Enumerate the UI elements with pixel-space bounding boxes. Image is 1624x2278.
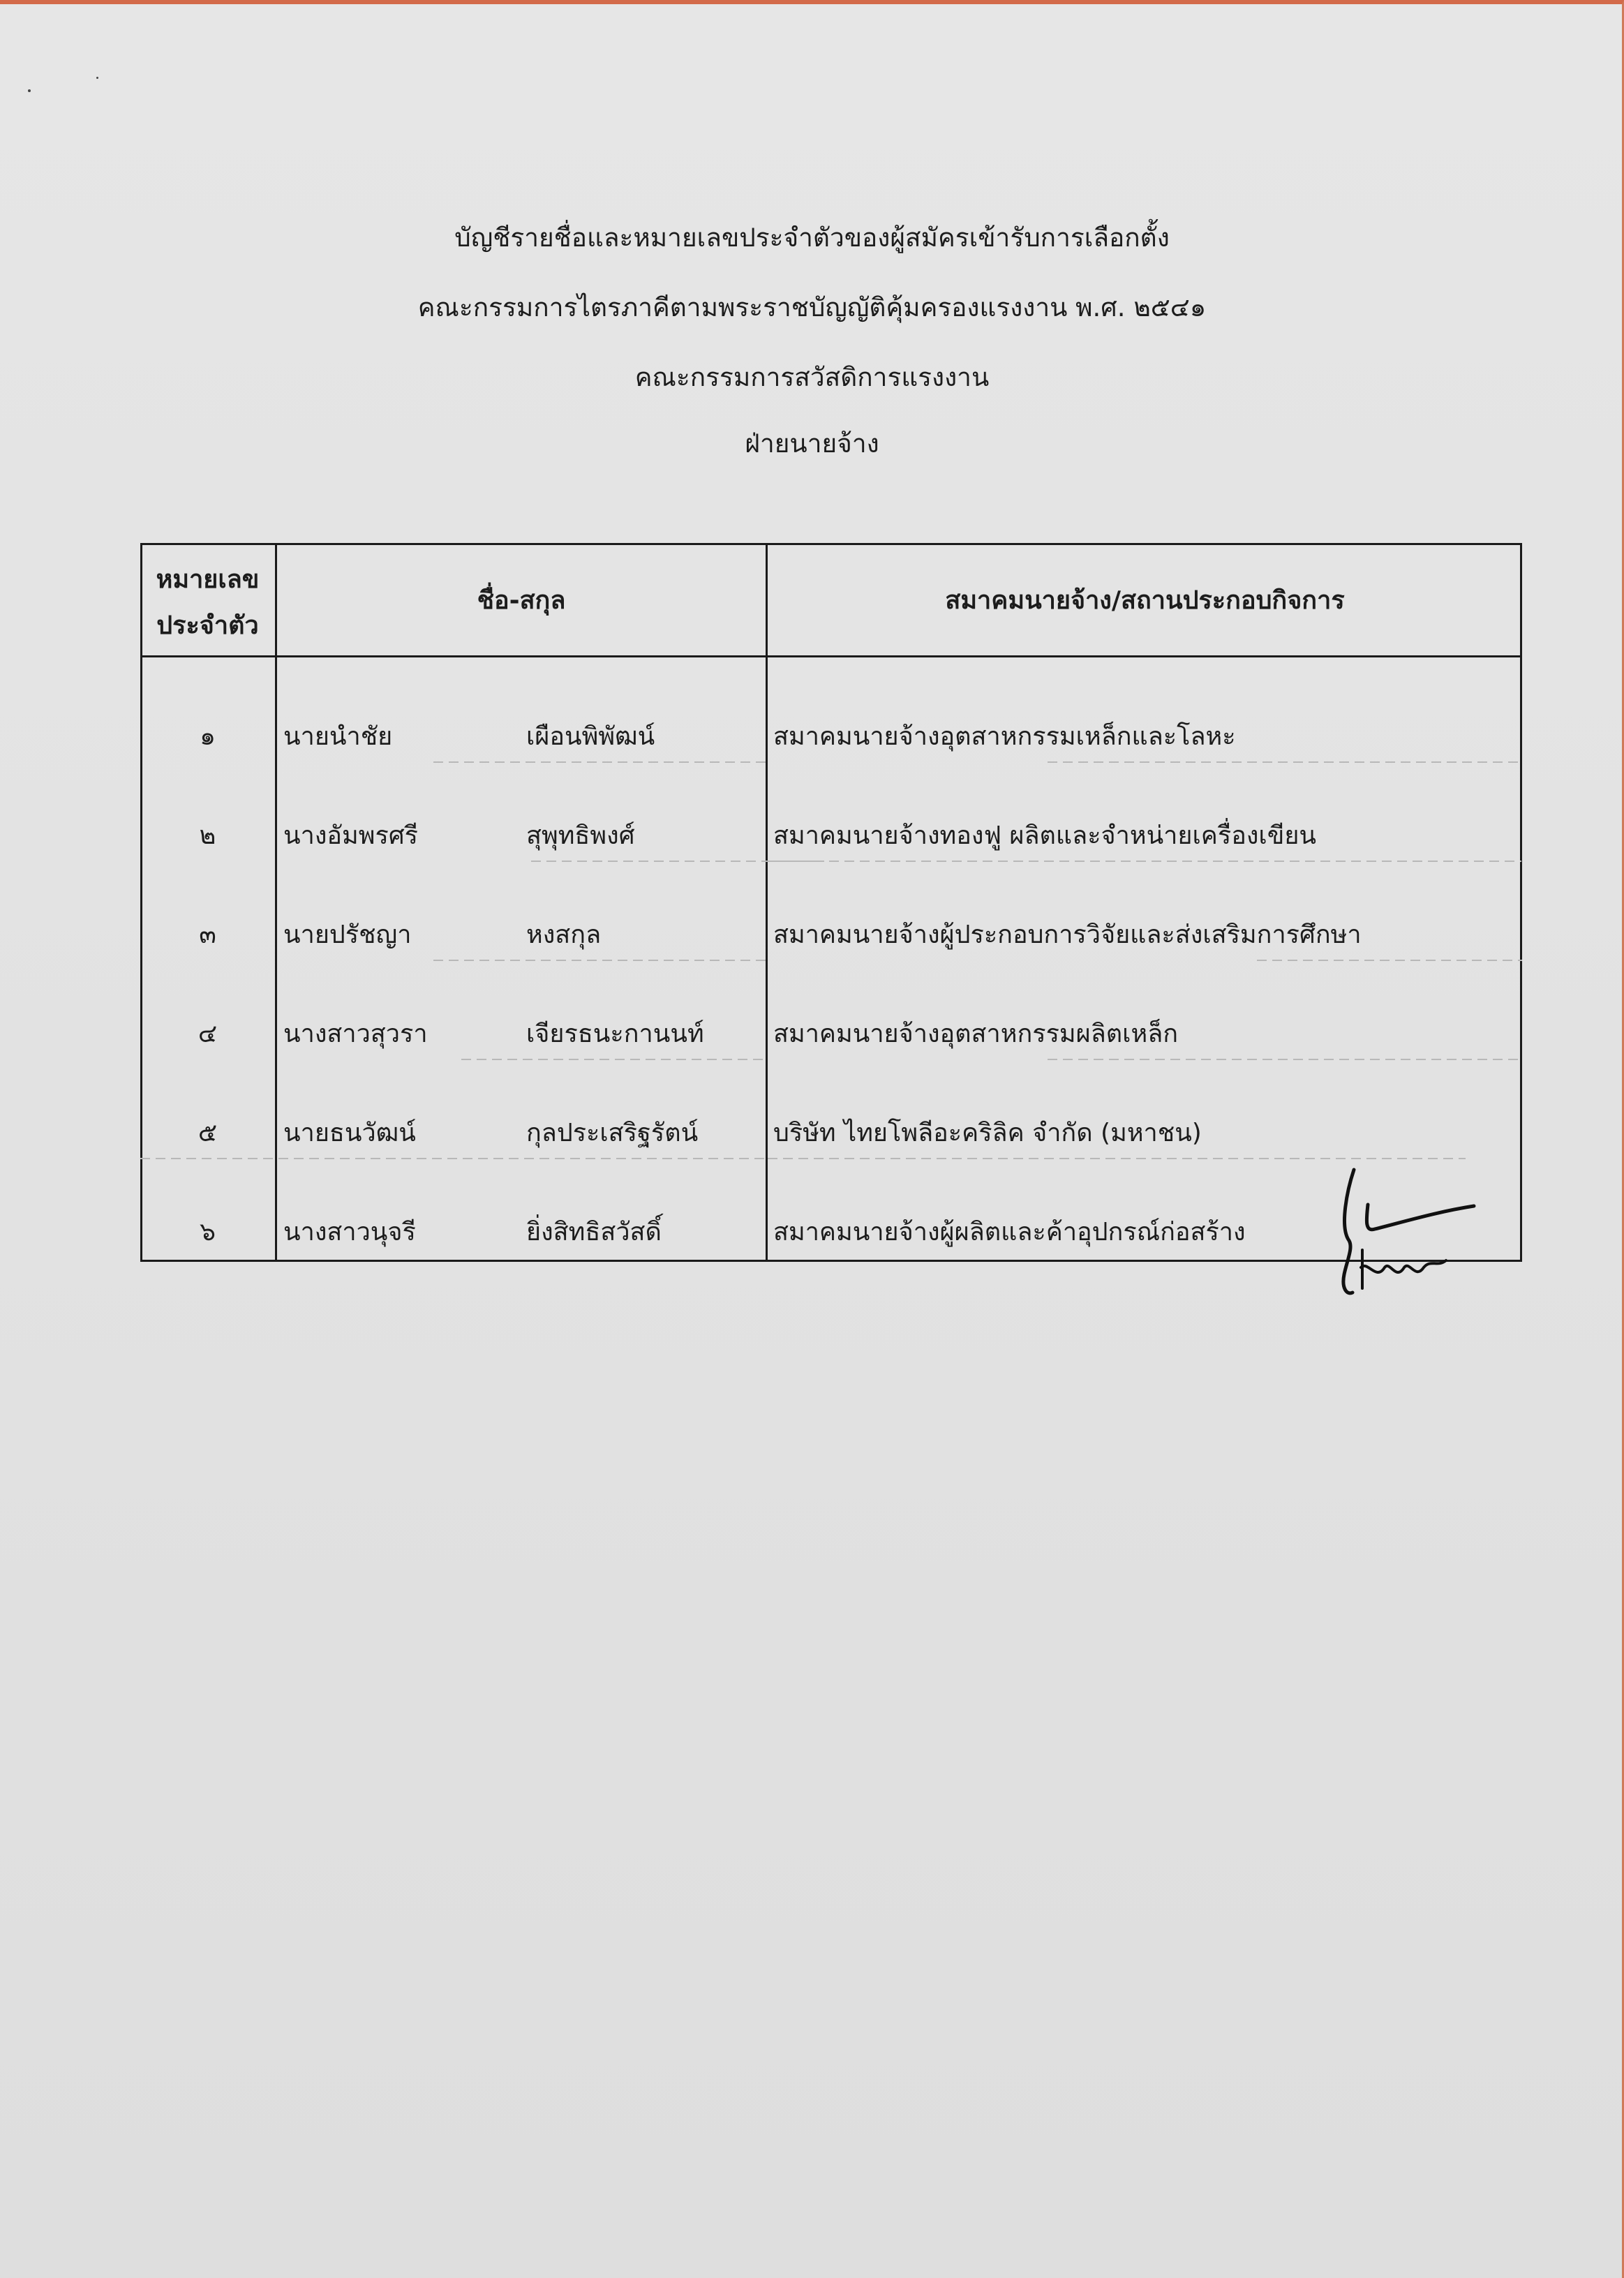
row-last-name: หงสกุล: [526, 921, 602, 949]
row-first-name: นายนำชัย: [283, 722, 393, 751]
header-divider: [140, 655, 1522, 657]
row-first-name: นางอัมพรศรี: [283, 821, 419, 850]
column-divider: [275, 543, 277, 1262]
table-frame: [140, 543, 1522, 1262]
row-separator: [433, 960, 768, 961]
column-header-number-line2: ประจำตัว: [156, 611, 259, 640]
row-first-name: นายปรัชญา: [283, 921, 412, 949]
document-title: บัญชีรายชื่อและหมายเลขประจำตัวของผู้สมัครเข้ารับการเลือกตั้ง: [454, 223, 1170, 253]
row-separator: [1257, 960, 1522, 961]
side-label: ฝ่ายนายจ้าง: [745, 429, 879, 459]
row-organization: สมาคมนายจ้างทองฟู ผลิตและจำหน่ายเครื่องเขียน: [773, 821, 1317, 850]
row-organization: บริษัท ไทยโพลีอะคริลิค จำกัด (มหาชน): [773, 1119, 1202, 1147]
row-number: ๑: [200, 722, 216, 751]
row-separator: [140, 1158, 768, 1159]
document-subtitle: คณะกรรมการไตรภาคีตามพระราชบัญญัติคุ้มครองแรงงาน พ.ศ. ๒๕๔๑: [417, 292, 1207, 322]
row-number: ๖: [200, 1218, 216, 1246]
row-separator: [768, 1158, 1466, 1159]
scan-speck: [96, 77, 98, 79]
row-number: ๕: [198, 1119, 218, 1147]
column-header-organization: สมาคมนายจ้าง/สถานประกอบกิจการ: [945, 586, 1345, 615]
row-number: ๒: [199, 821, 216, 850]
row-separator: [461, 1059, 768, 1060]
committee-name: คณะกรรมการสวัสดิการแรงงาน: [634, 362, 990, 392]
row-last-name: เผือนพิพัฒน์: [526, 722, 655, 751]
candidate-table: [140, 543, 1522, 1262]
column-header-number-line1: หมายเลข: [156, 565, 260, 594]
row-number: ๓: [199, 921, 216, 949]
handwritten-signature: [1326, 1163, 1487, 1302]
row-last-name: สุพุทธิพงศ์: [526, 821, 635, 850]
row-first-name: นางสาวนุจรี: [283, 1218, 416, 1246]
row-separator: [768, 861, 1521, 862]
row-last-name: กุลประเสริฐรัตน์: [526, 1119, 699, 1147]
row-organization: สมาคมนายจ้างอุตสาหกรรมผลิตเหล็ก: [773, 1020, 1179, 1048]
row-number: ๔: [198, 1020, 218, 1048]
column-header-number: [140, 557, 275, 649]
row-first-name: นางสาวสุวรา: [283, 1020, 428, 1048]
row-first-name: นายธนวัฒน์: [283, 1119, 416, 1147]
row-organization: สมาคมนายจ้างอุตสาหกรรมเหล็กและโลหะ: [773, 722, 1236, 751]
row-organization: สมาคมนายจ้างผู้ประกอบการวิจัยและส่งเสริมการศึกษา: [773, 921, 1362, 949]
scan-speck: [28, 89, 31, 92]
row-separator: [1048, 1059, 1522, 1060]
row-organization: สมาคมนายจ้างผู้ผลิตและค้าอุปกรณ์ก่อสร้าง: [773, 1218, 1246, 1246]
column-header-name: ชื่อ-สกุล: [477, 586, 566, 615]
row-separator: [433, 761, 768, 763]
row-last-name: ยิ่งสิทธิสวัสดิ์: [526, 1218, 662, 1246]
column-divider: [766, 543, 768, 1262]
row-last-name: เจียรธนะกานนท์: [526, 1020, 704, 1048]
row-separator: [1048, 761, 1522, 763]
